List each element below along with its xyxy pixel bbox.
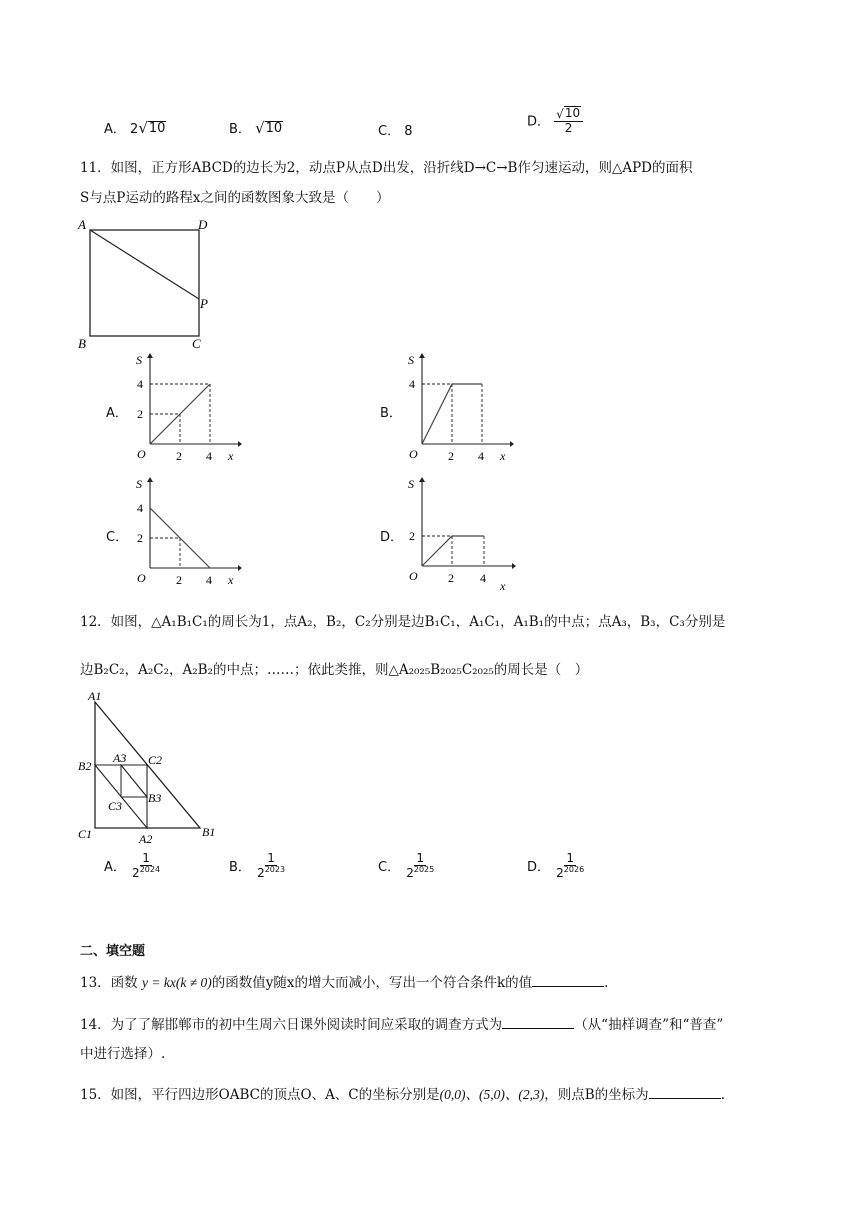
exponent: 2026: [563, 864, 585, 874]
q12-line1: 12．如图，△A₁B₁C₁的周长为1，点A₂，B₂，C₂分别是边B₁C₁，A₁C₁，A₁B₁的中点；点A₃，B₃，C₃分别是: [80, 614, 726, 630]
y-label: S: [136, 353, 142, 367]
label-a1: A1: [88, 689, 102, 703]
q10-option-b: B． √ 10: [229, 119, 283, 137]
q11-option-d: D．: [380, 530, 404, 545]
y-label: S: [408, 477, 414, 491]
q12-option-c: [378, 852, 436, 879]
square-outline: [90, 230, 199, 336]
label-b2: B2: [78, 759, 92, 773]
q11-option-c: C．: [106, 530, 129, 545]
y-label: S: [136, 477, 142, 491]
square-figure: [76, 216, 216, 356]
tick-label: 4: [478, 449, 484, 463]
exponent: 2025: [413, 864, 435, 874]
graph-a: [128, 352, 243, 467]
q12-option-a: [104, 852, 162, 879]
option-label: D．: [527, 860, 551, 876]
numerator: 1: [142, 851, 150, 865]
q13-condition: (k ≠ 0): [175, 975, 212, 990]
radicand: 10: [564, 106, 581, 120]
q13-text-a: 13．函数: [80, 975, 138, 991]
numerator: 1: [267, 851, 275, 865]
q13: [80, 972, 608, 993]
tick-label: 4: [480, 571, 486, 585]
q15-text-b: ，则点B的坐标为: [544, 1087, 649, 1103]
q14-text-b: （从“抽样调查”和“普查”: [574, 1017, 724, 1033]
q11-line2: S与点P运动的路程x之间的函数图象大致是（ ）: [80, 190, 390, 206]
option-label: C．: [378, 124, 401, 139]
q10-option-a: A． 2 √ 10: [104, 119, 166, 137]
exponent: 2023: [264, 864, 286, 874]
label-d: D: [198, 217, 208, 232]
label-p: P: [200, 296, 208, 311]
tick-label: 2: [137, 407, 143, 421]
origin-label: O: [137, 571, 146, 585]
label-b3: B3: [148, 791, 162, 805]
origin-label: O: [409, 569, 418, 583]
option-value: 8: [404, 124, 413, 139]
y-label: S: [408, 353, 414, 367]
tick-label: 4: [206, 573, 212, 587]
label-c: C: [192, 336, 201, 351]
tick-label: 4: [206, 449, 212, 463]
label-a2: A2: [139, 832, 153, 846]
numerator: 1: [566, 851, 574, 865]
exponent: 2024: [139, 864, 161, 874]
tick-label: 2: [176, 573, 182, 587]
base: 2: [132, 865, 140, 880]
q15: [80, 1084, 725, 1105]
label-c2: C2: [148, 753, 163, 767]
q12-option-b: [229, 852, 287, 879]
q15-coordinates: (0,0)、(5,0)、(2,3): [439, 1087, 545, 1102]
tick-label: 2: [448, 571, 454, 585]
q12-option-d: [527, 852, 586, 879]
tick-label: 2: [409, 529, 415, 543]
option-label: D．: [527, 114, 551, 130]
triangle-figure: [76, 686, 226, 846]
tick-label: 4: [409, 377, 415, 391]
q14-line2: 中进行选择）.: [80, 1046, 166, 1062]
label-b1: B1: [202, 825, 216, 839]
q13-text-b: 的函数值y随x的增大而减小，写出一个符合条件k的值: [211, 975, 533, 991]
q11-line1: 11．如图，正方形ABCD的边长为2，动点P从点D出发，沿折线D→C→B作匀速运动，则△APD的面积: [80, 160, 693, 176]
origin-label: O: [137, 447, 146, 461]
q13-answer-blank[interactable]: [532, 972, 604, 987]
x-label: x: [500, 449, 506, 463]
coef: 2: [130, 122, 139, 137]
q13-period: .: [604, 975, 609, 991]
option-label: A．: [104, 122, 126, 137]
segment-ap: [90, 230, 199, 299]
option-label: C．: [378, 860, 401, 876]
base: 2: [556, 865, 564, 880]
label-b: B: [78, 336, 86, 351]
graph-c: [128, 476, 243, 591]
x-label: x: [228, 573, 234, 587]
numerator: 1: [416, 851, 425, 865]
option-label: B．: [229, 860, 251, 876]
graph-d: [400, 476, 520, 594]
base: 2: [406, 865, 414, 880]
denominator: 2: [564, 120, 573, 135]
q14-line1: [80, 1014, 723, 1035]
option-label: A．: [104, 860, 126, 876]
q11-option-a: A．: [106, 406, 128, 421]
q11-option-b: B．: [380, 406, 402, 421]
q15-text-a: 15．如图，平行四边形OABC的顶点O、A、C的坐标分别是: [80, 1087, 440, 1103]
option-label: B．: [229, 122, 251, 137]
label-c3: C3: [108, 799, 123, 813]
tick-label: 2: [176, 449, 182, 463]
q14-answer-blank[interactable]: [502, 1014, 574, 1029]
q15-answer-blank[interactable]: [649, 1084, 721, 1099]
q10-option-d: D． √ 10 2: [527, 106, 583, 134]
x-label: x: [228, 449, 234, 463]
radicand: 10: [265, 120, 283, 136]
q13-formula: y = kx: [141, 975, 176, 990]
tick-label: 2: [448, 449, 454, 463]
label-a: A: [78, 217, 86, 232]
tick-label: 4: [137, 501, 143, 515]
tick-label: 4: [137, 377, 143, 391]
q14-text-a: 14．为了了解邯郸市的初中生周六日课外阅读时间应采取的调查方式为: [80, 1017, 503, 1033]
label-a3: A3: [113, 751, 127, 765]
base: 2: [257, 865, 265, 880]
x-label: x: [500, 579, 506, 593]
q15-period: .: [720, 1087, 725, 1103]
origin-label: O: [409, 447, 418, 461]
section-fill-in-title: 二、填空题: [80, 944, 146, 959]
function-line: [422, 536, 484, 566]
label-c1: C1: [78, 827, 93, 841]
q10-option-c: [378, 120, 413, 139]
graph-b: [400, 352, 515, 467]
radicand: 10: [148, 120, 166, 136]
tick-label: 2: [137, 531, 143, 545]
q12-line2: 边B₂C₂，A₂C₂，A₂B₂的中点；……；依此类推，则△A₂₀₂₅B₂₀₂₅C₂₀₂₅的周长是（ ）: [80, 662, 589, 678]
